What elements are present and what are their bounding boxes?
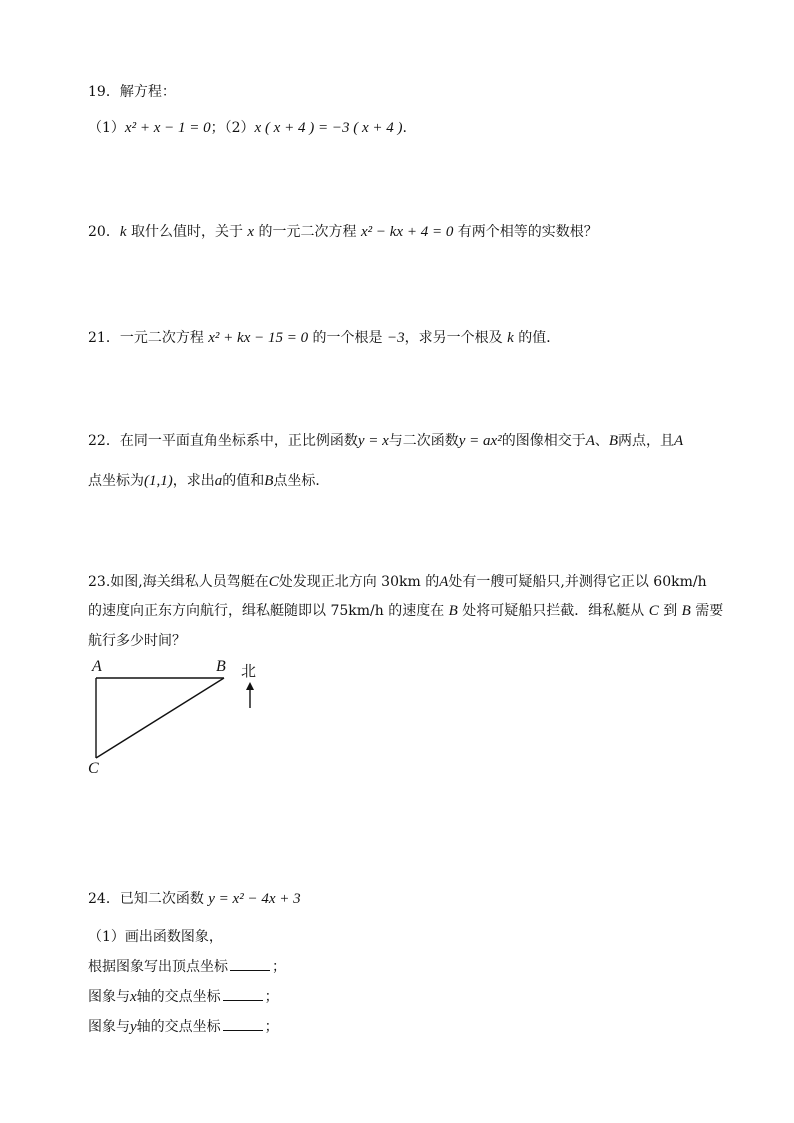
answer-blank-x-intercept[interactable] — [223, 988, 263, 1001]
north-label: 北 — [241, 662, 257, 680]
q24-x-intercept: 图象与x轴的交点坐标 ； — [88, 989, 279, 1005]
q23-line1: 23.如图,海关缉私人员驾艇在C处发现正北方向 30km 的A处有一艘可疑船只,并测得它正以 60km/h — [88, 574, 707, 590]
q19-eq1: x² + x − 1 = 0 — [124, 120, 211, 136]
q24-title: 24．已知二次函数 y = x² − 4x + 3 — [88, 891, 301, 907]
q19-eq2: x ( x + 4 ) = −3 ( x + 4 ) — [254, 120, 403, 136]
label-c: C — [88, 760, 99, 777]
answer-blank-vertex[interactable] — [230, 958, 270, 971]
q22-line1: 22．在同一平面直角坐标系中，正比例函数y = x与二次函数y = ax²的图像相交于A、B两点，且A — [88, 433, 684, 449]
q22-line2: 点坐标为(1,1)，求出a的值和B点坐标． — [88, 473, 330, 489]
q23-line3: 航行多少时间？ — [88, 633, 186, 649]
q21: 21．一元二次方程 x² + kx − 15 = 0 的一个根是 −3，求另一个根及 k 的值． — [88, 330, 561, 346]
q21-eq: x² + kx − 15 = 0 — [208, 330, 309, 346]
q24-vertex: 根据图象写出顶点坐标 ； — [88, 959, 286, 975]
label-a: A — [92, 658, 102, 675]
q19-parts: （1）x² + x − 1 = 0；（2）x ( x + 4 ) = −3 ( x + 4 ). — [88, 120, 407, 136]
q24-y-intercept: 图象与y轴的交点坐标 ； — [88, 1019, 279, 1035]
q24-eq: y = x² − 4x + 3 — [208, 891, 301, 907]
answer-blank-y-intercept[interactable] — [223, 1018, 263, 1031]
segment-cb — [96, 678, 224, 758]
q23-figure — [84, 656, 274, 786]
q20: 20．k 取什么值时，关于 x 的一元二次方程 x² − kx + 4 = 0 有两个相等的实数根？ — [88, 224, 598, 240]
q23-line2: 的速度向正东方向航行，缉私艇随即以 75km/h 的速度在 B 处将可疑船只拦截．缉私艇从 C 到 B 需要 — [88, 603, 724, 619]
label-b: B — [216, 658, 226, 675]
q24-part1: （1）画出函数图象， — [88, 929, 223, 945]
q19-title: 19．解方程： — [88, 84, 176, 100]
north-arrow-icon — [246, 682, 254, 690]
q20-eq: x² − kx + 4 = 0 — [360, 224, 454, 240]
